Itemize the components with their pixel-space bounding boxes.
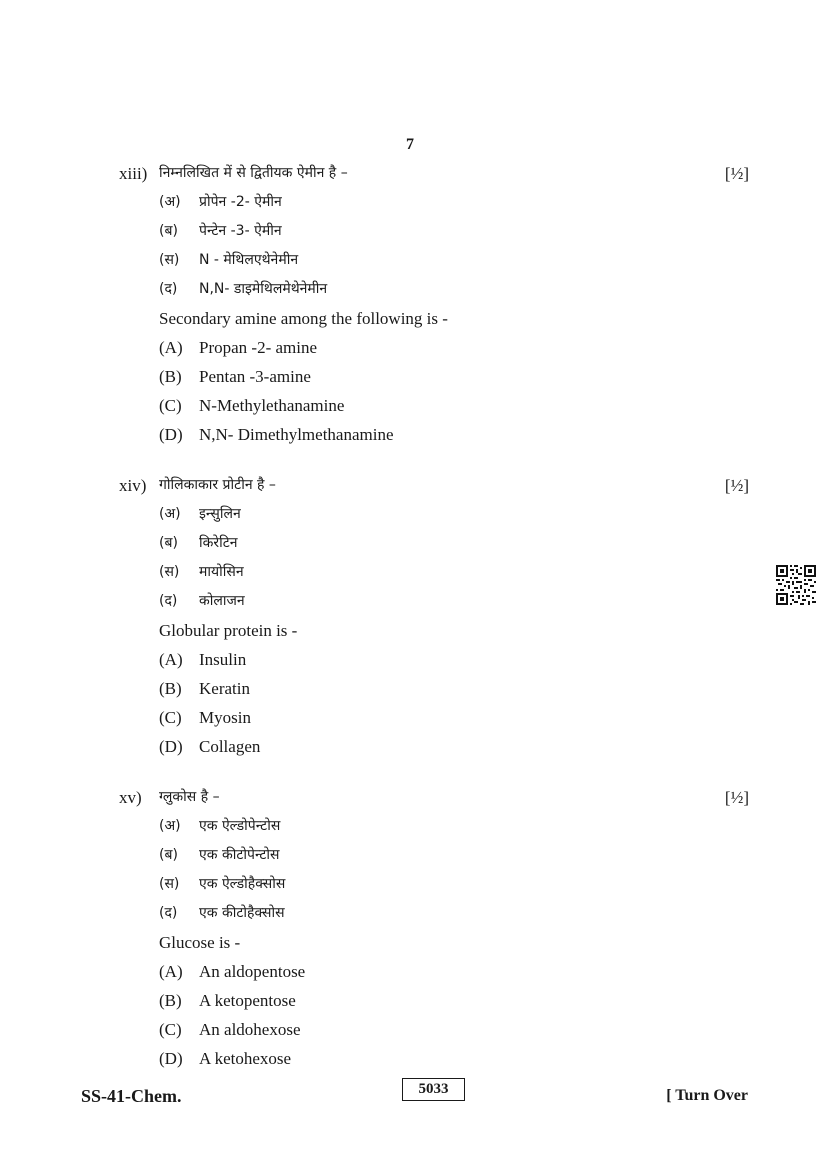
question-text-english: Glucose is - xyxy=(159,933,241,952)
option-label: (A) xyxy=(159,962,183,981)
option-label: (B) xyxy=(159,367,182,386)
option-hindi xyxy=(159,500,749,529)
option-label: (स) xyxy=(159,876,180,892)
marks: [½] xyxy=(724,476,749,495)
option-label: (C) xyxy=(159,396,182,415)
option-label: (द) xyxy=(159,593,178,609)
option-label: (ब) xyxy=(159,535,178,551)
option-hindi xyxy=(159,246,749,275)
option-hindi xyxy=(159,217,749,246)
option-text: किरेटिन xyxy=(199,535,238,551)
option-hindi xyxy=(159,587,749,616)
option-hindi xyxy=(159,188,749,217)
option-label: (C) xyxy=(159,708,182,727)
option-text: एक ऐल्डोपेन्टोस xyxy=(199,818,281,834)
option-english xyxy=(159,703,749,732)
option-label: (D) xyxy=(159,425,183,444)
option-text: एक कीटोपेन्टोस xyxy=(199,847,280,863)
option-english xyxy=(159,391,749,420)
option-hindi xyxy=(159,841,749,870)
option-english xyxy=(159,986,749,1015)
question-header xyxy=(119,159,749,188)
option-text: Propan -2- amine xyxy=(199,338,318,357)
option-text: N,N- डाइमेथिलमेथेनेमीन xyxy=(199,281,328,297)
option-label: (अ) xyxy=(159,506,181,522)
option-text: N-Methylethanamine xyxy=(199,396,345,415)
option-label: (ब) xyxy=(159,847,178,863)
option-text: A ketohexose xyxy=(199,1049,292,1068)
question-text-english: Secondary amine among the following is - xyxy=(159,309,448,328)
option-label: (अ) xyxy=(159,194,181,210)
option-text: Collagen xyxy=(199,737,261,756)
option-text: प्रोपेन -2- ऐमीन xyxy=(199,194,282,210)
option-label: (B) xyxy=(159,991,182,1010)
option-text: N - मेथिलएथेनेमीन xyxy=(199,252,299,268)
option-label: (D) xyxy=(159,1049,183,1068)
marks: [½] xyxy=(724,788,749,807)
option-label: (द) xyxy=(159,281,178,297)
option-label: (C) xyxy=(159,1020,182,1039)
option-english xyxy=(159,732,749,761)
option-label: (अ) xyxy=(159,818,181,834)
option-english xyxy=(159,645,749,674)
option-text: An aldopentose xyxy=(199,962,306,981)
question-text-english: Globular protein is - xyxy=(159,621,298,640)
option-text: Insulin xyxy=(199,650,247,669)
option-english xyxy=(159,1015,749,1044)
question-text-hindi: निम्नलिखित में से द्वितीयक ऐमीन है – xyxy=(159,165,348,181)
option-text: कोलाजन xyxy=(199,593,245,609)
qr-code-icon xyxy=(776,565,816,605)
option-english xyxy=(159,333,749,362)
option-label: (D) xyxy=(159,737,183,756)
option-hindi xyxy=(159,275,749,304)
question-text-hindi: ग्लुकोस है – xyxy=(159,789,220,805)
option-label: (A) xyxy=(159,338,183,357)
option-hindi xyxy=(159,812,749,841)
option-label: (A) xyxy=(159,650,183,669)
option-text: मायोसिन xyxy=(199,564,244,580)
option-text: An aldohexose xyxy=(199,1020,301,1039)
option-text: पेन्टेन -3- ऐमीन xyxy=(199,223,282,239)
option-text: Myosin xyxy=(199,708,251,727)
question-header xyxy=(119,783,749,812)
option-text: Pentan -3-amine xyxy=(199,367,311,386)
turn-over-label: [ Turn Over xyxy=(666,1087,748,1104)
question-xiii xyxy=(119,159,749,449)
question-xiv xyxy=(119,471,749,761)
option-text: Keratin xyxy=(199,679,250,698)
option-english xyxy=(159,674,749,703)
option-label: (द) xyxy=(159,905,178,921)
option-text: A ketopentose xyxy=(199,991,296,1010)
option-text: एक ऐल्डोहैक्सोस xyxy=(199,876,286,892)
option-hindi xyxy=(159,899,749,928)
option-text: एक कीटोहैक्सोस xyxy=(199,905,285,921)
option-hindi xyxy=(159,529,749,558)
option-english xyxy=(159,420,749,449)
question-number: xv) xyxy=(119,788,142,807)
option-english xyxy=(159,957,749,986)
option-label: (B) xyxy=(159,679,182,698)
page-number: 7 xyxy=(406,136,414,153)
option-label: (स) xyxy=(159,564,180,580)
page-code-box: 5033 xyxy=(402,1078,465,1101)
question-xv xyxy=(119,783,749,1073)
question-number: xiv) xyxy=(119,476,147,495)
question-number: xiii) xyxy=(119,164,148,183)
option-english xyxy=(159,1044,749,1073)
option-english xyxy=(159,362,749,391)
option-label: (स) xyxy=(159,252,180,268)
paper-code: SS-41-Chem. xyxy=(81,1086,182,1106)
question-header xyxy=(119,471,749,500)
option-hindi xyxy=(159,870,749,899)
marks: [½] xyxy=(724,164,749,183)
option-hindi xyxy=(159,558,749,587)
question-text-hindi: गोलिकाकार प्रोटीन है – xyxy=(159,477,276,493)
option-text: N,N- Dimethylmethanamine xyxy=(199,425,394,444)
option-text: इन्सुलिन xyxy=(199,506,241,522)
option-label: (ब) xyxy=(159,223,178,239)
